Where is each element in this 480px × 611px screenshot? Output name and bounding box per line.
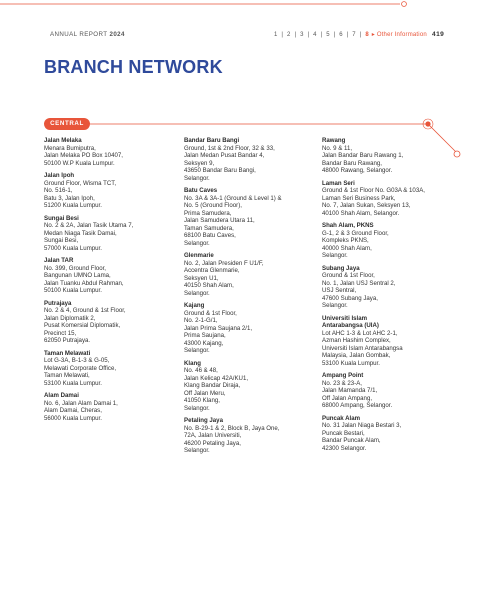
branch-address-line: No. 31 Jalan Niaga Bestari 3, (322, 422, 402, 429)
branch-address-line: 43000 Kajang, (184, 339, 224, 347)
branch-address-line: 50100 W.P Kuala Lumpur. (44, 159, 115, 167)
branch-address-line: 68100 Batu Caves, (184, 232, 236, 239)
branch-address-line: Jalan Diplomatik 2, (44, 314, 96, 322)
branch-address-line: 72A, Jalan Universiti, (184, 432, 242, 439)
branch-address-line: Ground & 1st Floor No. G03A & 103A, (322, 187, 425, 194)
branch-address-line: Ground & 1st Floor, (184, 309, 237, 317)
branch-address-line: 40000 Shah Alam, (322, 244, 372, 252)
branch-address-line: Taman Samudera, (184, 224, 234, 232)
branch-name: Alam Damai (44, 392, 79, 399)
branch-address-line: Pusat Komersial Diplomatik, (44, 322, 121, 329)
branch-address-line: Accentra Glenmarie, (184, 267, 240, 274)
branch-address-line: Taman Melawati, (44, 372, 90, 379)
branch-address-line: Laman Seri Business Park, (322, 194, 396, 202)
branch-address-line: 47600 Subang Jaya, (322, 294, 378, 302)
branch-address-line: Precinct 15, (44, 329, 77, 337)
branch-address-line: Selangor. (322, 252, 348, 259)
branch-entry (44, 172, 172, 210)
branch-address-line: No. 9 & 11, (322, 144, 353, 152)
branch-address-line: Selangor. (184, 447, 210, 454)
branch-address-line: Selangor. (184, 239, 210, 247)
branch-address-line: Jalan Bandar Baru Rawang 1, (322, 152, 404, 159)
branch-address-line: Off Jalan Meru, (184, 389, 226, 397)
branch-address-line: Jalan Tuanku Abdul Rahman, (44, 279, 124, 287)
branch-address-line: Medan Niaga Tasik Damai, (44, 229, 117, 237)
branch-address-line: 53100 Kuala Lumpur. (322, 359, 380, 367)
section-badge-central: CENTRAL (44, 118, 90, 130)
branch-address-line: Jalan Samudera Utara 11, (184, 217, 255, 224)
branch-address-line: 51200 Kuala Lumpur. (44, 202, 102, 209)
branch-name: Shah Alam, PKNS (322, 222, 374, 229)
branch-address-line: 56000 Kuala Lumpur. (44, 414, 102, 422)
branch-entry (322, 372, 450, 410)
branch-column-3 (322, 137, 450, 457)
branch-address-line: No. 2 & 2A, Jalan Tasik Utama 7, (44, 222, 134, 229)
branch-address-line: No. 23 & 23-A, (322, 379, 362, 387)
branch-address-line: No. 2 & 4, Ground & 1st Floor, (44, 307, 126, 314)
branch-address-line: Lot AHC 1-3 & Lot AHC 2-1, (322, 329, 398, 337)
nav-item-6[interactable]: 6 (339, 32, 344, 38)
branch-entry (184, 252, 312, 297)
branch-address-line: Universiti Islam Antarabangsa (322, 344, 403, 352)
branch-name: Ampang Point (322, 372, 364, 379)
branch-address-line: No. 399, Ground Floor, (44, 264, 106, 272)
branch-address-line: Bandar Baru Rawang, (322, 159, 382, 167)
nav-item-5[interactable]: 5 (326, 32, 331, 38)
nav-item-1[interactable]: 1 (274, 32, 279, 38)
branch-name: Batu Caves (184, 187, 218, 194)
nav-separator: | (278, 32, 288, 38)
branch-entry (184, 302, 312, 355)
branch-column-1 (44, 137, 172, 427)
branch-address-line: Selangor. (184, 289, 210, 297)
branch-address-line: Ground & 1st Floor, (322, 272, 375, 279)
branch-address-line: Ground, 1st & 2nd Floor, 32 & 33, (184, 144, 275, 152)
nav-item-7[interactable]: 7 (352, 32, 357, 38)
branch-entry (322, 415, 450, 453)
branch-entry (184, 137, 312, 182)
branch-entry (184, 417, 312, 455)
branch-name: Puncak Alam (322, 414, 361, 422)
branch-address-line: Seksyen 9, (184, 159, 215, 167)
nav-separator: | (343, 32, 353, 38)
branch-entry (322, 315, 450, 368)
top-accent-line (0, 0, 432, 8)
nav-item-3[interactable]: 3 (300, 32, 305, 38)
nav-separator: | (330, 32, 340, 38)
branch-name: Kajang (184, 302, 205, 309)
branch-address-line: No. 2, Jalan Presiden F U1/F, (184, 259, 264, 267)
branch-address-line: 57000 Kuala Lumpur. (44, 244, 102, 252)
branch-address-line: 68000 Ampang, Selangor. (322, 402, 393, 409)
branch-address-line: Menara Bumiputra, (44, 144, 96, 152)
branch-address-line: 43650 Bandar Baru Bangi, (184, 167, 256, 174)
branch-address-line: Bandar Puncak Alam, (322, 437, 381, 444)
branch-entry (184, 360, 312, 413)
branch-address-line: 48000 Rawang, Selangor. (322, 167, 393, 174)
branch-address-line: G-1, 2 & 3 Ground Floor, (322, 229, 389, 237)
branch-address-line: Malaysia, Jalan Gombak, (322, 352, 391, 359)
branch-address-line: No. 6, Jalan Alam Damai 1, (44, 399, 118, 407)
branch-address-line: 40150 Shah Alam, (184, 282, 234, 289)
branch-address-line: 46200 Petaling Jaya, (184, 439, 241, 447)
branch-address-line: Melawati Corporate Office, (44, 364, 117, 372)
branch-address-line: 62050 Putrajaya. (44, 337, 91, 344)
branch-address-line: Jalan Prima Saujana 2/1, (184, 324, 253, 332)
branch-entry (184, 187, 312, 247)
branch-entry (44, 392, 172, 422)
section-nav (274, 31, 427, 38)
branch-address-line: Puncak Bestari, (322, 429, 365, 437)
branch-address-line: Selangor. (184, 347, 210, 354)
branch-name: Subang Jaya (322, 264, 360, 272)
nav-separator: | (291, 32, 301, 38)
branch-address-line: No. 7, Jalan Sukan, Seksyen 13, (322, 202, 411, 209)
branch-address-line: Ground Floor, Wisma TCT, (44, 179, 117, 187)
branch-address-line: Off Jalan Ampang, (322, 394, 373, 402)
branch-address-line: Prima Saujana, (184, 332, 226, 339)
branch-name: Putrajaya (44, 299, 72, 307)
branch-name: Klang (184, 359, 201, 367)
nav-separator: | (356, 32, 366, 38)
branch-address-line: Bangunan UMNO Lama, (44, 272, 111, 279)
branch-name: Bandar Baru Bangi (184, 137, 240, 144)
page-title: BRANCH NETWORK (44, 57, 223, 77)
nav-item-4[interactable]: 4 (313, 32, 318, 38)
branch-entry (322, 137, 450, 175)
nav-item-8[interactable]: 8 (365, 32, 370, 38)
branch-name: Taman Melawati (44, 349, 91, 357)
branch-entry (44, 300, 172, 345)
branch-address-line: Kompleks PKNS, (322, 237, 369, 244)
branch-name: Jalan Melaka (44, 137, 82, 144)
branch-entry (322, 180, 450, 218)
branch-name: Laman Seri (322, 179, 355, 187)
nav-item-2[interactable]: 2 (287, 32, 292, 38)
branch-address-line: Selangor. (322, 302, 348, 309)
branch-address-line: Alam Damai, Cheras, (44, 407, 102, 414)
branch-address-line: 42300 Selangor. (322, 444, 367, 452)
branch-name: Jalan TAR (44, 257, 74, 264)
branch-address-line: Jalan Melaka PO Box 10407, (44, 152, 123, 159)
nav-other-info[interactable]: ▸ Other Information (369, 32, 427, 38)
branch-address-line: Selangor. (184, 174, 210, 182)
branch-entry (322, 222, 450, 260)
branch-name: Petaling Jaya (184, 417, 223, 424)
branch-address-line: No. 2-1-G/1, (184, 317, 218, 324)
branch-column-2 (184, 137, 312, 460)
branch-name: Glenmarie (184, 252, 214, 259)
page-number: 419 (432, 31, 445, 38)
branch-address-line: 50100 Kuala Lumpur. (44, 287, 102, 294)
branch-address-line: No. B-29-1 & 2, Block B, Jaya One, (184, 424, 280, 432)
branch-address-line: Lot G-3A, B-1-3 & G-05, (44, 357, 110, 364)
branch-address-line: USJ Sentral, (322, 287, 357, 294)
branch-address-line: No. 5 (Ground Floor), (184, 202, 242, 209)
branch-address-line: Jalan Mamanda 7/1, (322, 387, 378, 394)
branch-address-line: No. 1, Jalan USJ Sentral 2, (322, 279, 396, 287)
branch-address-line: Batu 3, Jalan Ipoh, (44, 194, 95, 202)
branch-address-line: Seksyen U1, (184, 274, 219, 282)
branch-address-line: No. 516-1, (44, 187, 73, 194)
branch-entry (322, 265, 450, 310)
branch-name: Jalan Ipoh (44, 172, 75, 179)
branch-address-line: Jalan Kelicap 42A/KU1, (184, 374, 249, 382)
branch-entry (44, 350, 172, 388)
branch-address-line: Klang Bandar Diraja, (184, 382, 241, 389)
nav-separator: | (304, 32, 314, 38)
nav-separator: | (317, 32, 327, 38)
branch-address-line: Azman Hashim Complex, (322, 337, 391, 344)
branch-address-line: 53100 Kuala Lumpur. (44, 379, 102, 387)
report-title: ANNUAL REPORT 2024 (50, 31, 125, 38)
branch-entry (44, 257, 172, 295)
branch-address-line: 41050 Klang, (184, 397, 220, 404)
branch-name: Universiti Islam (322, 314, 368, 322)
branch-entry (44, 137, 172, 167)
branch-address-line: Prima Samudera, (184, 209, 232, 217)
branch-address-line: Sungai Besi, (44, 237, 79, 244)
branch-entry (44, 215, 172, 253)
branch-name: Antarabangsa (UIA) (322, 322, 379, 329)
branch-address-line: No. 46 & 48, (184, 367, 218, 374)
branch-address-line: No. 3A & 3A-1 (Ground & Level 1) & (184, 194, 282, 202)
branch-address-line: Jalan Medan Pusat Bandar 4, (184, 152, 265, 159)
branch-address-line: Selangor. (184, 404, 210, 412)
branch-name: Rawang (322, 137, 346, 144)
branch-name: Sungai Besi (44, 214, 79, 222)
page-header (50, 31, 450, 43)
branch-address-line: 40100 Shah Alam, Selangor. (322, 209, 400, 217)
